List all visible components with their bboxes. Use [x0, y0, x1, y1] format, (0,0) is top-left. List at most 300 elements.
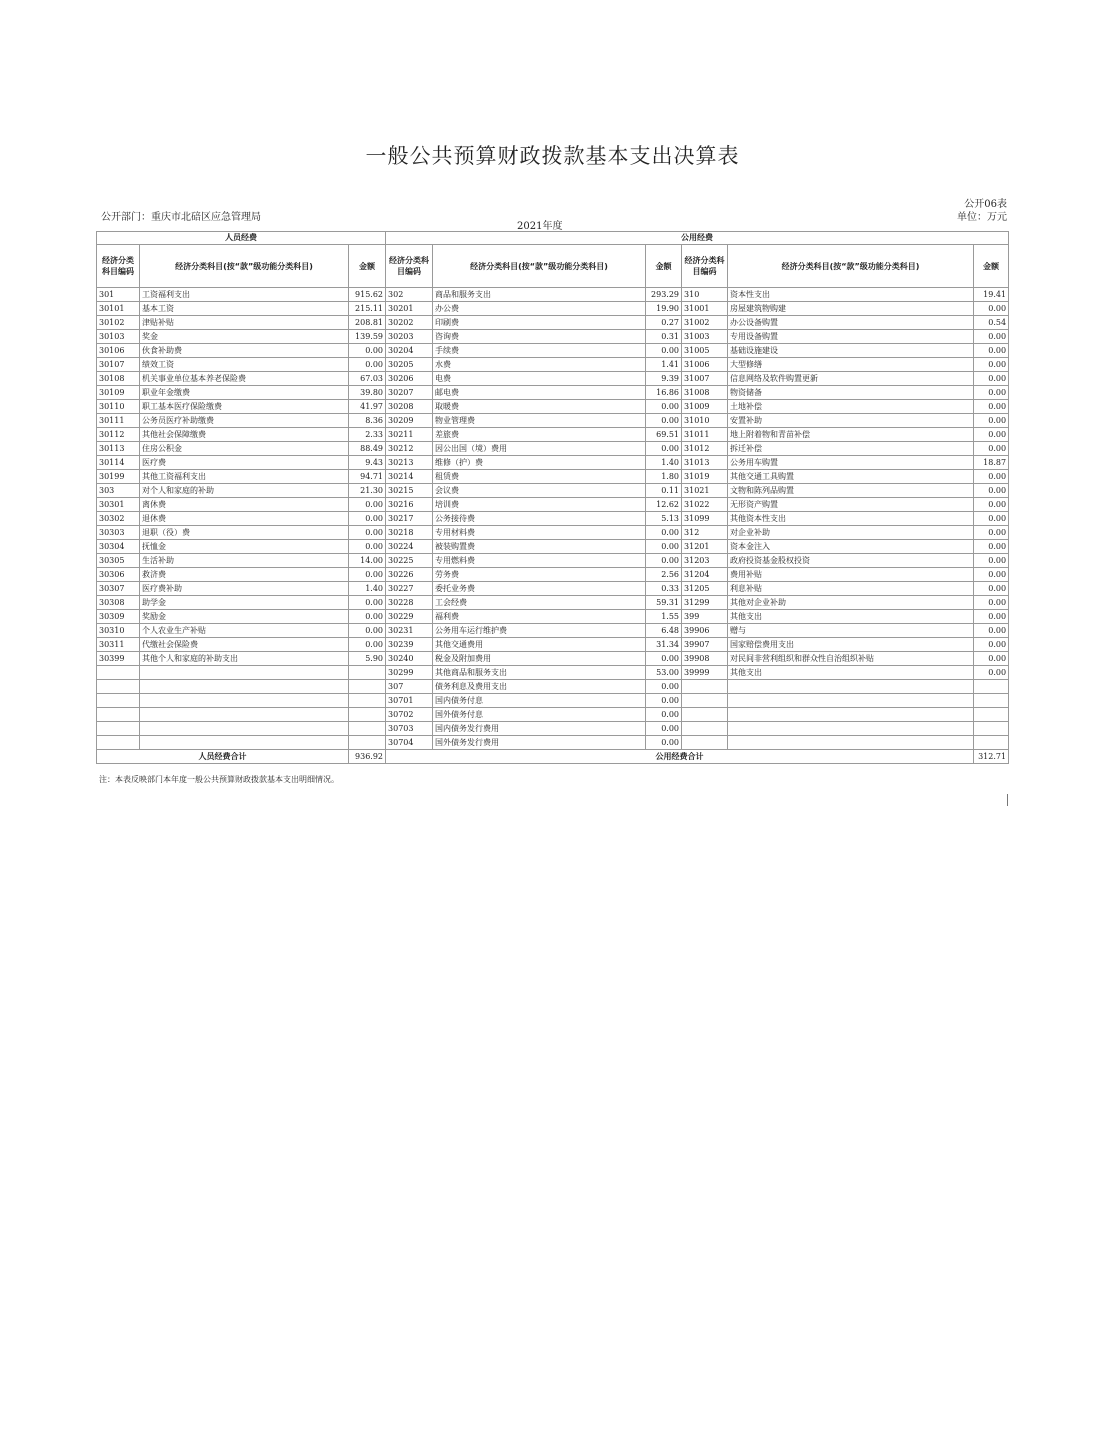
code-cell: 39999: [682, 666, 728, 680]
name-cell: 房屋建筑物购建: [728, 302, 974, 316]
amount-cell: 39.80: [349, 386, 386, 400]
amount-cell: 0.00: [974, 302, 1009, 316]
code-cell: 31013: [682, 456, 728, 470]
name-cell: 税金及附加费用: [433, 652, 646, 666]
amount-cell: 0.00: [349, 624, 386, 638]
code-cell: 30107: [97, 358, 140, 372]
name-cell: 奖金: [140, 330, 349, 344]
group-header-row: [97, 232, 1009, 245]
code-cell: 30305: [97, 554, 140, 568]
code-cell: 30204: [386, 344, 433, 358]
name-cell: 其他交通费用: [433, 638, 646, 652]
amount-cell: 19.90: [646, 302, 682, 316]
name-cell: [140, 694, 349, 708]
amount-cell: 14.00: [349, 554, 386, 568]
code-cell: 31011: [682, 428, 728, 442]
code-cell: 30206: [386, 372, 433, 386]
amount-cell: 0.00: [646, 722, 682, 736]
table-row: [97, 470, 1009, 484]
name-cell: [140, 722, 349, 736]
amount-cell: 9.43: [349, 456, 386, 470]
name-cell: [728, 722, 974, 736]
amount-cell: 53.00: [646, 666, 682, 680]
code-cell: 30307: [97, 582, 140, 596]
code-cell: 31005: [682, 344, 728, 358]
name-cell: 取暖费: [433, 400, 646, 414]
expenditure-table: [96, 231, 1009, 764]
code-cell: 30101: [97, 302, 140, 316]
amount-cell: 0.00: [349, 638, 386, 652]
name-cell: 代缴社会保险费: [140, 638, 349, 652]
name-cell: [140, 680, 349, 694]
name-cell: 工资福利支出: [140, 288, 349, 302]
personnel-total-label: 人员经费合计: [97, 750, 349, 764]
amount-cell: 0.00: [646, 652, 682, 666]
name-cell: 个人农业生产补贴: [140, 624, 349, 638]
amount-cell: 0.00: [646, 540, 682, 554]
name-cell: 对企业补助: [728, 526, 974, 540]
table-row: [97, 540, 1009, 554]
amount-cell: [974, 722, 1009, 736]
amount-cell: 139.59: [349, 330, 386, 344]
amount-cell: 0.00: [349, 512, 386, 526]
name-cell: 国外债务发行费用: [433, 736, 646, 750]
amount-cell: 0.00: [646, 736, 682, 750]
amount-cell: 0.00: [974, 540, 1009, 554]
table-row: [97, 624, 1009, 638]
code-cell: 31003: [682, 330, 728, 344]
code-cell: 31205: [682, 582, 728, 596]
code-cell: 30205: [386, 358, 433, 372]
code-cell: 39908: [682, 652, 728, 666]
code-cell: 30110: [97, 400, 140, 414]
code-cell: 31008: [682, 386, 728, 400]
code-cell: [97, 694, 140, 708]
code-cell: 30201: [386, 302, 433, 316]
name-cell: 救济费: [140, 568, 349, 582]
name-cell: 职工基本医疗保险缴费: [140, 400, 349, 414]
personnel-total-value: 936.92: [349, 750, 386, 764]
name-cell: 公务接待费: [433, 512, 646, 526]
amount-cell: 0.00: [974, 624, 1009, 638]
amount-cell: 0.00: [646, 708, 682, 722]
code-cell: 30399: [97, 652, 140, 666]
table-row: [97, 302, 1009, 316]
page-edge-mark: [1007, 794, 1008, 806]
amount-cell: 18.87: [974, 456, 1009, 470]
name-cell: [140, 736, 349, 750]
amount-cell: [974, 708, 1009, 722]
amount-cell: 1.41: [646, 358, 682, 372]
name-cell: 对民间非营利组织和群众性自治组织补贴: [728, 652, 974, 666]
name-cell: 拆迁补偿: [728, 442, 974, 456]
name-cell: 奖励金: [140, 610, 349, 624]
amount-cell: [349, 666, 386, 680]
table-row: [97, 288, 1009, 302]
amount-cell: 0.00: [974, 428, 1009, 442]
amount-cell: 0.27: [646, 316, 682, 330]
name-cell: 安置补助: [728, 414, 974, 428]
name-cell: 专用材料费: [433, 526, 646, 540]
amount-cell: 1.40: [646, 456, 682, 470]
code-cell: 31022: [682, 498, 728, 512]
amount-cell: 293.29: [646, 288, 682, 302]
amount-cell: 0.11: [646, 484, 682, 498]
amount-cell: 21.30: [349, 484, 386, 498]
amount-cell: 0.00: [974, 582, 1009, 596]
name-cell: 手续费: [433, 344, 646, 358]
name-header: 经济分类科目(按“款”级功能分类科目): [433, 245, 646, 288]
amount-cell: 0.00: [974, 666, 1009, 680]
amount-cell: 1.80: [646, 470, 682, 484]
amount-cell: 0.00: [974, 638, 1009, 652]
table-row: [97, 596, 1009, 610]
name-cell: 劳务费: [433, 568, 646, 582]
code-cell: 30310: [97, 624, 140, 638]
code-header: 经济分类科目编码: [97, 245, 140, 288]
table-row: [97, 680, 1009, 694]
code-cell: 30224: [386, 540, 433, 554]
code-cell: 39907: [682, 638, 728, 652]
name-cell: 专用燃料费: [433, 554, 646, 568]
table-row: [97, 652, 1009, 666]
code-cell: 30225: [386, 554, 433, 568]
name-cell: 资本金注入: [728, 540, 974, 554]
code-cell: [682, 736, 728, 750]
amount-cell: 88.49: [349, 442, 386, 456]
amount-cell: 0.00: [646, 400, 682, 414]
amount-cell: [974, 736, 1009, 750]
name-cell: 津贴补贴: [140, 316, 349, 330]
amount-cell: 0.00: [974, 610, 1009, 624]
code-cell: [97, 666, 140, 680]
table-row: [97, 428, 1009, 442]
amount-cell: 0.31: [646, 330, 682, 344]
amount-cell: 0.00: [646, 442, 682, 456]
amount-cell: 0.00: [974, 484, 1009, 498]
name-cell: [728, 736, 974, 750]
name-cell: 其他社会保障缴费: [140, 428, 349, 442]
amount-cell: 8.36: [349, 414, 386, 428]
table-row: [97, 498, 1009, 512]
code-cell: 30108: [97, 372, 140, 386]
amount-cell: 19.41: [974, 288, 1009, 302]
name-cell: 地上附着物和青苗补偿: [728, 428, 974, 442]
name-cell: 债务利息及费用支出: [433, 680, 646, 694]
code-cell: 30202: [386, 316, 433, 330]
code-cell: 30301: [97, 498, 140, 512]
code-cell: 30228: [386, 596, 433, 610]
name-cell: 绩效工资: [140, 358, 349, 372]
name-cell: 机关事业单位基本养老保险费: [140, 372, 349, 386]
amount-cell: 0.00: [974, 470, 1009, 484]
amount-cell: 12.62: [646, 498, 682, 512]
department-label: 公开部门：重庆市北碚区应急管理局: [101, 212, 261, 223]
name-cell: 退职（役）费: [140, 526, 349, 540]
code-cell: [97, 736, 140, 750]
name-cell: 文物和陈列品购置: [728, 484, 974, 498]
table-row: [97, 694, 1009, 708]
amount-cell: 0.00: [974, 442, 1009, 456]
code-cell: 31021: [682, 484, 728, 498]
code-cell: 30212: [386, 442, 433, 456]
amount-header: 金额: [974, 245, 1009, 288]
code-cell: 30203: [386, 330, 433, 344]
name-cell: 其他支出: [728, 610, 974, 624]
code-cell: 30208: [386, 400, 433, 414]
amount-cell: 59.31: [646, 596, 682, 610]
amount-cell: 94.71: [349, 470, 386, 484]
name-cell: 办公费: [433, 302, 646, 316]
table-row: [97, 568, 1009, 582]
code-cell: 30106: [97, 344, 140, 358]
amount-cell: 41.97: [349, 400, 386, 414]
code-cell: 31002: [682, 316, 728, 330]
name-cell: 其他交通工具购置: [728, 470, 974, 484]
amount-cell: 215.11: [349, 302, 386, 316]
name-cell: 公务用车运行维护费: [433, 624, 646, 638]
code-header: 经济分类科目编码: [386, 245, 433, 288]
amount-cell: 69.51: [646, 428, 682, 442]
table-row: [97, 358, 1009, 372]
amount-cell: 1.55: [646, 610, 682, 624]
table-row: [97, 722, 1009, 736]
name-cell: 基础设施建设: [728, 344, 974, 358]
code-cell: 31012: [682, 442, 728, 456]
code-cell: 30226: [386, 568, 433, 582]
amount-cell: [349, 694, 386, 708]
code-cell: 30109: [97, 386, 140, 400]
table-row: [97, 512, 1009, 526]
code-cell: 30306: [97, 568, 140, 582]
public-total-label: 公用经费合计: [386, 750, 974, 764]
form-number: 公开06表: [964, 199, 1007, 210]
code-cell: 30704: [386, 736, 433, 750]
table-row: [97, 330, 1009, 344]
name-cell: 被装购置费: [433, 540, 646, 554]
amount-cell: 0.00: [646, 414, 682, 428]
name-cell: 水费: [433, 358, 646, 372]
code-cell: 31010: [682, 414, 728, 428]
amount-cell: 0.00: [974, 372, 1009, 386]
name-cell: 办公设备购置: [728, 316, 974, 330]
code-cell: 30103: [97, 330, 140, 344]
table-row: [97, 526, 1009, 540]
code-cell: 301: [97, 288, 140, 302]
amount-cell: 0.00: [974, 568, 1009, 582]
code-cell: 30303: [97, 526, 140, 540]
name-cell: [728, 680, 974, 694]
name-cell: 差旅费: [433, 428, 646, 442]
name-cell: 印刷费: [433, 316, 646, 330]
amount-cell: 0.00: [349, 526, 386, 540]
amount-header: 金额: [646, 245, 682, 288]
name-cell: 委托业务费: [433, 582, 646, 596]
code-cell: 31099: [682, 512, 728, 526]
name-header: 经济分类科目(按“款”级功能分类科目): [728, 245, 974, 288]
name-cell: 土地补偿: [728, 400, 974, 414]
amount-cell: [349, 736, 386, 750]
total-row: [97, 750, 1009, 764]
amount-cell: [974, 680, 1009, 694]
amount-cell: 0.00: [646, 526, 682, 540]
name-cell: 费用补贴: [728, 568, 974, 582]
footnote: 注：本表反映部门本年度一般公共预算财政拨款基本支出明细情况。: [99, 775, 339, 784]
amount-cell: 0.00: [349, 344, 386, 358]
name-cell: 物资储备: [728, 386, 974, 400]
name-cell: 国外债务付息: [433, 708, 646, 722]
code-cell: 30217: [386, 512, 433, 526]
amount-cell: 0.00: [646, 344, 682, 358]
code-cell: 30227: [386, 582, 433, 596]
code-cell: 31201: [682, 540, 728, 554]
table-row: [97, 386, 1009, 400]
name-cell: 物业管理费: [433, 414, 646, 428]
code-cell: 30213: [386, 456, 433, 470]
amount-cell: [349, 722, 386, 736]
code-cell: 303: [97, 484, 140, 498]
table-row: [97, 582, 1009, 596]
unit-label: 单位：万元: [957, 212, 1007, 223]
code-cell: 30207: [386, 386, 433, 400]
name-cell: [728, 694, 974, 708]
code-cell: 31007: [682, 372, 728, 386]
code-cell: 30211: [386, 428, 433, 442]
table-row: [97, 456, 1009, 470]
column-header-row: [97, 245, 1009, 288]
table-row: [97, 372, 1009, 386]
amount-cell: 9.39: [646, 372, 682, 386]
name-cell: 基本工资: [140, 302, 349, 316]
name-cell: 专用设备购置: [728, 330, 974, 344]
name-cell: 利息补贴: [728, 582, 974, 596]
amount-cell: 0.00: [349, 540, 386, 554]
name-cell: [140, 708, 349, 722]
table-row: [97, 708, 1009, 722]
name-cell: [728, 708, 974, 722]
code-cell: 31299: [682, 596, 728, 610]
name-cell: 政府投资基金股权投资: [728, 554, 974, 568]
name-cell: 租赁费: [433, 470, 646, 484]
amount-cell: 0.00: [974, 512, 1009, 526]
personnel-group-header: 人员经费: [97, 232, 386, 245]
name-cell: 医疗费补助: [140, 582, 349, 596]
page-title: 一般公共预算财政拨款基本支出决算表: [365, 144, 740, 168]
code-cell: [682, 680, 728, 694]
code-cell: 30308: [97, 596, 140, 610]
amount-cell: 6.48: [646, 624, 682, 638]
name-cell: 抚恤金: [140, 540, 349, 554]
amount-cell: [349, 708, 386, 722]
amount-cell: 5.90: [349, 652, 386, 666]
amount-cell: [974, 694, 1009, 708]
name-cell: 医疗费: [140, 456, 349, 470]
code-cell: 302: [386, 288, 433, 302]
name-cell: 其他资本性支出: [728, 512, 974, 526]
code-cell: 30299: [386, 666, 433, 680]
amount-cell: 0.00: [349, 568, 386, 582]
name-cell: 会议费: [433, 484, 646, 498]
code-cell: 30111: [97, 414, 140, 428]
code-cell: 30112: [97, 428, 140, 442]
code-cell: 399: [682, 610, 728, 624]
name-cell: 公务员医疗补助缴费: [140, 414, 349, 428]
table-row: [97, 414, 1009, 428]
name-cell: 国家赔偿费用支出: [728, 638, 974, 652]
code-cell: 30702: [386, 708, 433, 722]
code-cell: 30311: [97, 638, 140, 652]
code-cell: 31006: [682, 358, 728, 372]
public-group-header: 公用经费: [386, 232, 1009, 245]
table-row: [97, 316, 1009, 330]
amount-cell: 0.00: [646, 554, 682, 568]
amount-cell: 2.56: [646, 568, 682, 582]
name-cell: 住房公积金: [140, 442, 349, 456]
name-cell: 其他工资福利支出: [140, 470, 349, 484]
year-label: 2021年度: [517, 221, 563, 232]
code-cell: 30209: [386, 414, 433, 428]
amount-cell: 0.00: [974, 386, 1009, 400]
amount-cell: 915.62: [349, 288, 386, 302]
code-cell: 30218: [386, 526, 433, 540]
amount-cell: 1.40: [349, 582, 386, 596]
code-cell: 30214: [386, 470, 433, 484]
amount-cell: 0.54: [974, 316, 1009, 330]
amount-cell: 0.33: [646, 582, 682, 596]
amount-cell: 0.00: [974, 526, 1009, 540]
amount-cell: 0.00: [974, 414, 1009, 428]
name-cell: 工会经费: [433, 596, 646, 610]
table-row: [97, 666, 1009, 680]
table-row: [97, 442, 1009, 456]
table-row: [97, 610, 1009, 624]
code-cell: 30102: [97, 316, 140, 330]
code-cell: 30216: [386, 498, 433, 512]
name-cell: 咨询费: [433, 330, 646, 344]
name-cell: 助学金: [140, 596, 349, 610]
name-cell: 伙食补助费: [140, 344, 349, 358]
code-cell: 30199: [97, 470, 140, 484]
table-row: [97, 736, 1009, 750]
name-cell: 其他支出: [728, 666, 974, 680]
code-cell: 30302: [97, 512, 140, 526]
amount-cell: 16.86: [646, 386, 682, 400]
code-header: 经济分类科目编码: [682, 245, 728, 288]
code-cell: 31001: [682, 302, 728, 316]
code-cell: 307: [386, 680, 433, 694]
name-cell: 其他对企业补助: [728, 596, 974, 610]
table-row: [97, 484, 1009, 498]
code-cell: 30304: [97, 540, 140, 554]
code-cell: 30231: [386, 624, 433, 638]
code-cell: 310: [682, 288, 728, 302]
name-cell: 其他个人和家庭的补助支出: [140, 652, 349, 666]
name-cell: 资本性支出: [728, 288, 974, 302]
amount-cell: 0.00: [974, 344, 1009, 358]
name-cell: 国内债务发行费用: [433, 722, 646, 736]
amount-cell: 0.00: [646, 680, 682, 694]
name-cell: 生活补助: [140, 554, 349, 568]
name-cell: 培训费: [433, 498, 646, 512]
amount-cell: 31.34: [646, 638, 682, 652]
amount-cell: 0.00: [974, 330, 1009, 344]
name-cell: 大型修缮: [728, 358, 974, 372]
name-cell: 其他商品和服务支出: [433, 666, 646, 680]
code-cell: 30114: [97, 456, 140, 470]
code-cell: 30701: [386, 694, 433, 708]
code-cell: 30113: [97, 442, 140, 456]
amount-cell: 0.00: [646, 694, 682, 708]
